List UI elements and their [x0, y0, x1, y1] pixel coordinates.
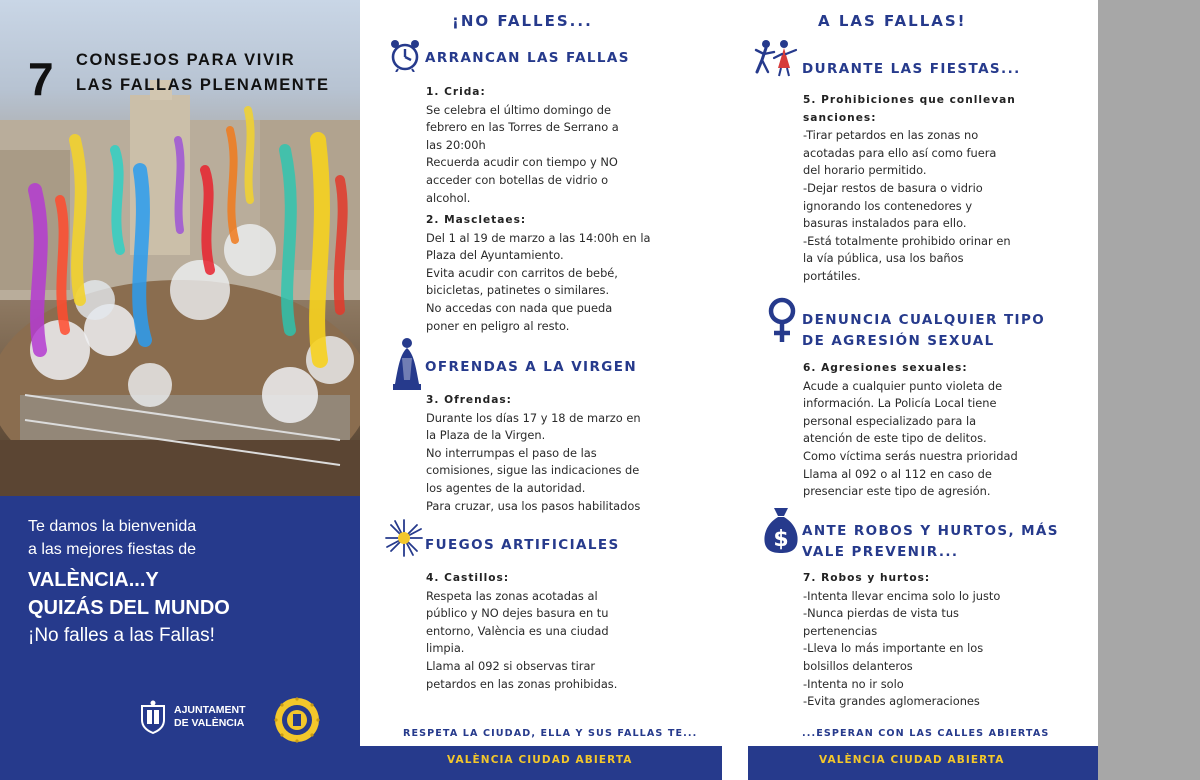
section-title-line: VALE PREVENIR... — [802, 544, 959, 560]
tip-line: información. La Policía Local tiene — [803, 396, 997, 411]
footer-bar-text: VALÈNCIA CIUDAD ABIERTA — [819, 754, 1005, 766]
tip-line: -Lleva lo más importante en los — [803, 641, 984, 656]
svg-text:$: $ — [773, 527, 789, 552]
tip-line: -Intenta no ir solo — [803, 676, 904, 691]
tip-line: febrero en las Torres de Serrano a — [426, 120, 619, 135]
city-line: QUIZÁS DEL MUNDO — [28, 597, 230, 619]
section-title — [802, 310, 1045, 352]
tip-line: -Dejar restos de basura o vidrio — [803, 180, 983, 195]
tip-line: Evita acudir con carritos de bebé, — [426, 265, 618, 280]
city-line: VALÈNCIA...Y — [28, 569, 159, 591]
cover-welcome — [28, 515, 338, 561]
cover-slogan: ¡No falles a las Fallas! — [28, 625, 215, 646]
tip-heading: 2. Mascletaes: — [426, 214, 527, 226]
tip-line: Se celebra el último domingo de — [426, 102, 612, 117]
policia-local-badge-icon — [273, 696, 321, 744]
footer-slogan: ...ESPERAN CON LAS CALLES ABIERTAS — [802, 728, 1050, 739]
tip-line: alcohol. — [426, 190, 471, 205]
ajuntament-logo — [138, 700, 246, 734]
ajuntament-text — [174, 704, 246, 730]
cover-title-line: CONSEJOS PARA VIVIR — [76, 51, 296, 69]
tip-line: limpia. — [426, 641, 465, 656]
tip-line: Del 1 al 19 de marzo a las 14:00h en la — [426, 230, 651, 245]
cover-number: 7 — [28, 53, 54, 105]
tip-line: personal especializado para la — [803, 413, 977, 428]
column-header: ¡NO FALLES... — [452, 12, 593, 30]
section-title: DURANTE LAS FIESTAS... — [802, 61, 1021, 77]
tip-heading: 7. Robos y hurtos: — [803, 572, 931, 584]
tip-line: bolsillos delanteros — [803, 658, 913, 673]
tip-line: presenciar este tipo de agresión. — [803, 484, 991, 499]
viewer-background — [1098, 0, 1200, 780]
tip-line: -Está totalmente prohibido orinar en — [803, 233, 1011, 248]
column-header: A LAS FALLAS! — [818, 12, 967, 30]
section-title-line: DENUNCIA CUALQUIER TIPO — [802, 312, 1046, 328]
tip-line: No interrumpas el paso de las — [426, 445, 597, 460]
welcome-line: Te damos la bienvenida — [28, 518, 197, 535]
tip-heading: 5. Prohibiciones que conllevan — [803, 94, 1016, 106]
logo-text-line: AJUNTAMENT — [174, 704, 246, 716]
tip-line: Durante los días 17 y 18 de marzo en — [426, 410, 641, 425]
tip-item-agresiones — [803, 360, 1093, 501]
cover-city — [28, 566, 348, 622]
tip-line: -Nunca pierdas de vista tus — [803, 606, 959, 621]
tip-line: público y NO dejes basura en tu — [426, 606, 609, 621]
tip-line: la vía pública, usa los baños — [803, 251, 964, 266]
tip-line: Como víctima serás nuestra prioridad — [803, 448, 1018, 463]
section-title: FUEGOS ARTIFICIALES — [425, 537, 620, 553]
virgin-icon — [392, 334, 422, 392]
tip-line: comisiones, sigue las indicaciones de — [426, 463, 640, 478]
tip-line: basuras instalados para ello. — [803, 216, 967, 231]
money-bag-icon — [762, 504, 800, 554]
tip-line: -Intenta llevar encima solo lo justo — [803, 588, 1001, 603]
tip-heading: 4. Castillos: — [426, 572, 510, 584]
section-title — [802, 521, 1059, 563]
tip-line: -Evita grandes aglomeraciones — [803, 694, 980, 709]
logo-text-line: DE VALÈNCIA — [174, 717, 245, 729]
tip-heading: 1. Crida: — [426, 86, 486, 98]
tip-line: la Plaza de la Virgen. — [426, 428, 546, 443]
section-title: ARRANCAN LAS FALLAS — [425, 50, 630, 66]
tip-line: entorno, València es una ciudad — [426, 623, 609, 638]
tip-line: Para cruzar, usa los pasos habilitados — [426, 498, 641, 513]
footer-bar-text: VALÈNCIA CIUDAD ABIERTA — [447, 754, 633, 766]
tip-line: Llama al 092 si observas tirar — [426, 658, 596, 673]
cover-title — [76, 48, 346, 98]
tip-item-mascletaes — [426, 212, 716, 335]
tip-line: bicicletas, patinetes o similares. — [426, 283, 610, 298]
section-title-line: ANTE ROBOS Y HURTOS, MÁS — [802, 523, 1059, 539]
tip-line: -Tirar petardos en las zonas no — [803, 128, 979, 143]
welcome-line: a las mejores fiestas de — [28, 541, 197, 558]
tip-line: las 20:00h — [426, 137, 486, 152]
tip-line: acotadas para ello así como fuera — [803, 145, 997, 160]
crest-icon — [138, 700, 168, 734]
tip-line: ignorando los contenedores y — [803, 198, 973, 213]
section-title-line: DE AGRESIÓN SEXUAL — [802, 333, 995, 349]
cover-panel — [0, 0, 360, 780]
tip-heading: sanciones: — [803, 111, 877, 124]
tip-line: Plaza del Ayuntamiento. — [426, 248, 564, 263]
tip-line: del horario permitido. — [803, 163, 927, 178]
tip-line: portátiles. — [803, 268, 861, 283]
tip-line: poner en peligro al resto. — [426, 318, 570, 333]
tip-line: acceder con botellas de vidrio o — [426, 172, 609, 187]
tip-item-crida — [426, 84, 706, 207]
tip-line: Llama al 092 o al 112 en caso de — [803, 466, 992, 481]
tip-line: los agentes de la autoridad. — [426, 480, 586, 495]
tip-line: petardos en las zonas prohibidas. — [426, 676, 618, 691]
female-symbol-icon — [766, 296, 798, 344]
fallas-photo — [0, 0, 360, 496]
tip-line: Recuerda acudir con tiempo y NO — [426, 155, 618, 170]
footer-slogan: RESPETA LA CIUDAD, ELLA Y SUS FALLAS TE... — [403, 728, 698, 739]
tip-line: No accedas con nada que pueda — [426, 300, 613, 315]
tip-line: Respeta las zonas acotadas al — [426, 588, 598, 603]
dancers-icon — [754, 38, 798, 78]
tip-item-prohibiciones — [803, 92, 1093, 286]
cover-title-line: LAS FALLAS PLENAMENTE — [76, 76, 330, 94]
tip-line: atención de este tipo de delitos. — [803, 431, 987, 446]
tip-item-ofrendas — [426, 392, 716, 515]
tip-line: pertenencias — [803, 623, 878, 638]
tip-heading: 3. Ofrendas: — [426, 394, 512, 406]
section-title: OFRENDAS A LA VIRGEN — [425, 359, 638, 375]
tip-item-robos — [803, 570, 1093, 711]
tip-heading: 6. Agresiones sexuales: — [803, 362, 968, 374]
tip-item-castillos — [426, 570, 716, 693]
tip-line: Acude a cualquier punto violeta de — [803, 378, 1003, 393]
clock-icon — [389, 38, 421, 72]
firework-icon — [384, 518, 424, 558]
